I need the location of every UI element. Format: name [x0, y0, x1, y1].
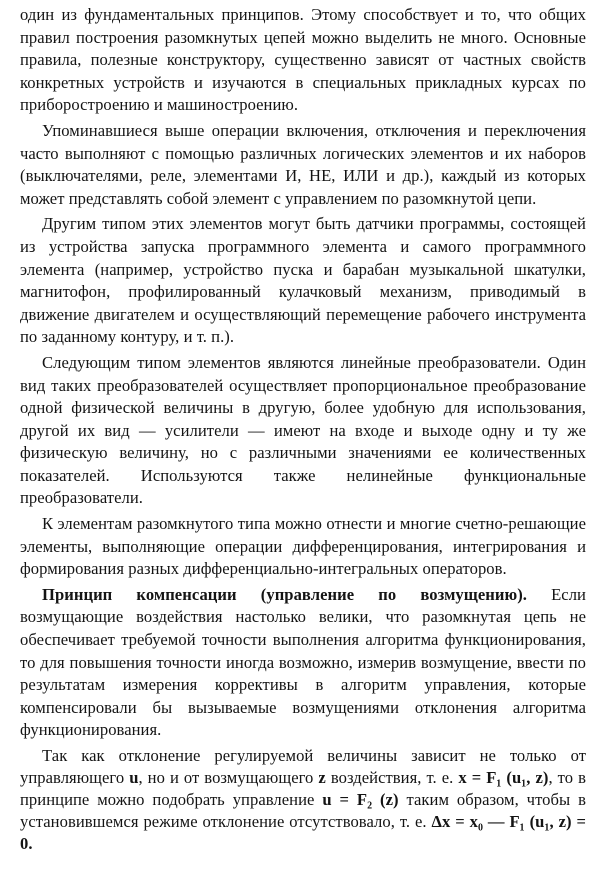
- formula-delta-x: Δx = x₀ — F₁ (u₁, z) = 0.: [20, 812, 586, 853]
- compensation-heading: Принцип компенсации (управление по возмущению).: [42, 584, 527, 604]
- deviation-text-5: таким образом, чтобы в установившемся режиме отклонение отсутствовало, т. е.: [20, 790, 586, 831]
- paragraph-program-sensors: Другим типом этих элементов могут быть датчики программы, состоящей из устройства запуска программного элемента и самого программного элемента (например, устройство пуска и барабан музыкальной шкатулки, магнитофон, профилированный кулачковый механизм, приводимый в движение двигателем и осуществляющий перемещение рабочего инструмента по заданному контуру, и т. п.).: [20, 214, 586, 347]
- compensation-text: Если возмущающие воздействия настолько велики, что разомкнутая цепь не обеспечивает требуемой точности выполнения алгоритма функционирования, то для повышения точности иногда возможно, измерив возмущение, ввести по результатам измерения коррективы в алгоритм управления, которые компенсировали бы вызываемые возмущениями отклонения алгоритма функционирования.: [20, 584, 586, 740]
- deviation-text-3: воздействия, т. е.: [325, 768, 459, 787]
- deviation-text-2: , но и от возмущающего: [138, 768, 319, 787]
- paragraph-continuation: один из фундаментальных принципов. Этому способствует и то, что общих правил построения разомкнутых цепей можно выделить не много. Основные правила, полезные конструктору, существенно зависят от частных свойств конкретных устройств и изучаются в специальных прикладных курсах по приборостроению и машиностроению.: [20, 5, 586, 115]
- deviation-text-4: , то в принципе можно подобрать управление: [20, 768, 586, 809]
- formula-x: x = F₁ (u₁, z): [458, 768, 549, 787]
- paragraph-deviation: [20, 745, 586, 855]
- formula-u: u = F₂ (z): [322, 790, 399, 809]
- control-variable-u: u: [129, 768, 139, 787]
- paragraph-computing-elements: К элементам разомкнутого типа можно отнести и многие счетно-решающие элементы, выполняющие операции дифференцирования, интегрирования и формирования разных дифференциально-интегральных операторов.: [20, 514, 586, 579]
- deviation-text-1: Так как отклонение регулируемой величины зависит не только от управляющего: [20, 746, 586, 787]
- paragraph-compensation-principle: [20, 584, 586, 742]
- disturbance-variable-z: z: [318, 768, 326, 787]
- paragraph-linear-converters: Следующим типом элементов являются линейные преобразователи. Один вид таких преобразователей осуществляет пропорциональное преобразование одной физической величины в другую, более удобную для использования, другой их вид — усилители — имеют на входе и выходе одну и ту же физическую величину, но с различными значениями ее количественных показателей. Используются также нелинейные функциональные преобразователи.: [20, 352, 586, 508]
- paragraph-logic-elements: Упоминавшиеся выше операции включения, отключения и переключения часто выполняют с помощью различных логических элементов и их наборов (выключателями, реле, элементами И, НЕ, ИЛИ и др.), каждый из которых может представлять собой элемент с управлением по разомкнутой цепи.: [20, 120, 586, 208]
